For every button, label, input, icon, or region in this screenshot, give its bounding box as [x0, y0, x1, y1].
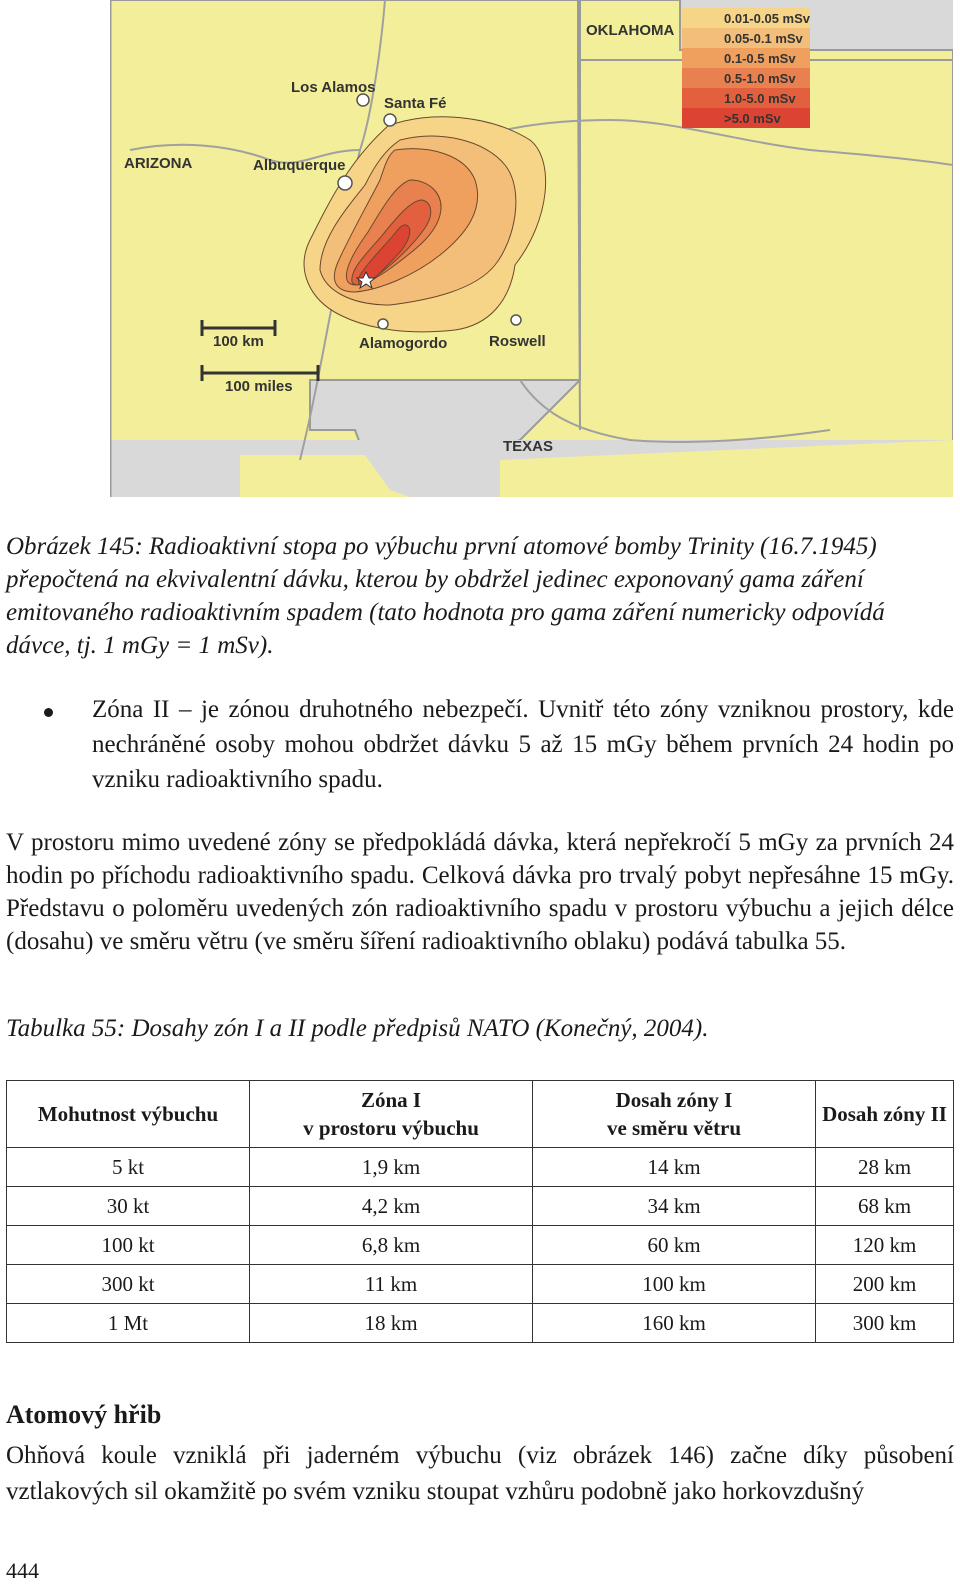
- table-cell: 68 km: [816, 1187, 954, 1226]
- body-paragraph: V prostoru mimo uvedené zóny se předpokládá dávka, která nepřekročí 5 mGy za prvních 24 hodin po příchodu radioaktivního spadu. Celková dávka pro trvalý pobyt nepřesáhne 15 mGy. Představu o poloměru uvedených zón radioaktivního spadu v prostoru výbuchu a jejich délce (dosahu) ve směru větru (ve směru šíření radioaktivního oblaku) podává tabulka 55.: [6, 829, 954, 955]
- table-caption: Tabulka 55: Dosahy zón I a II podle předpisů NATO (Konečný, 2004).: [6, 1015, 709, 1042]
- table-cell: 300 kt: [7, 1265, 250, 1304]
- table-cell: 28 km: [816, 1148, 954, 1187]
- map-legend: [682, 8, 811, 128]
- legend-label: >5.0 mSv: [724, 111, 781, 126]
- table-cell: 5 kt: [7, 1148, 250, 1187]
- city-marker-santa-fe: [384, 114, 396, 126]
- legend-label: 0.05-0.1 mSv: [724, 31, 803, 46]
- table-row: [7, 1187, 954, 1226]
- table-cell: 30 kt: [7, 1187, 250, 1226]
- bullet-item: [6, 692, 954, 797]
- table-cell: 200 km: [816, 1265, 954, 1304]
- legend-label: 0.5-1.0 mSv: [724, 71, 796, 86]
- table-row: [7, 1265, 954, 1304]
- section-title: Atomový hřib: [6, 1400, 162, 1429]
- state-label-texas: TEXAS: [503, 438, 554, 455]
- table-cell: 34 km: [533, 1187, 816, 1226]
- table-cell: 100 kt: [7, 1226, 250, 1265]
- city-label-alamogordo: Alamogordo: [359, 335, 448, 352]
- state-label-arizona: ARIZONA: [124, 155, 193, 172]
- zones-table: [6, 1080, 954, 1343]
- state-label-oklahoma: OKLAHOMA: [586, 22, 675, 39]
- city-label-santa-fe: Santa Fé: [384, 95, 447, 112]
- city-marker-albuquerque: [338, 176, 352, 190]
- page-number: 444: [6, 1558, 39, 1583]
- table-cell: 18 km: [250, 1304, 533, 1343]
- table-cell: 100 km: [533, 1265, 816, 1304]
- table-cell: 300 km: [816, 1304, 954, 1343]
- city-marker-roswell: [511, 315, 521, 325]
- table-row: [7, 1226, 954, 1265]
- figure-caption: Obrázek 145: Radioaktivní stopa po výbuchu první atomové bomby Trinity (16.7.1945) přepočtená na ekvivalentní dávku, kterou by obdržel jedinec exponovaný gama záření emitovaného radioaktivním spadem (tato hodnota pro gama záření numericky odpovídá dávce, tj. 1 mGy = 1 mSv).: [6, 533, 885, 659]
- legend-label: 0.01-0.05 mSv: [724, 11, 811, 26]
- fallout-map: [110, 0, 953, 497]
- scale-label-km: 100 km: [213, 333, 264, 350]
- table-cell: 1,9 km: [250, 1148, 533, 1187]
- table-cell: 60 km: [533, 1226, 816, 1265]
- table-cell: 4,2 km: [250, 1187, 533, 1226]
- table-row: [7, 1148, 954, 1187]
- table-cell: 6,8 km: [250, 1226, 533, 1265]
- legend-label: 0.1-0.5 mSv: [724, 51, 796, 66]
- bullet-dot: [44, 708, 53, 717]
- table-cell: 11 km: [250, 1265, 533, 1304]
- table-row: [7, 1304, 954, 1343]
- header-cell: Dosah zóny II: [816, 1081, 954, 1148]
- header-cell: Mohutnost výbuchu: [7, 1081, 250, 1148]
- header-cell: Dosah zóny I ve směru větru: [533, 1081, 816, 1148]
- city-marker-alamogordo: [378, 319, 388, 329]
- legend-label: 1.0-5.0 mSv: [724, 91, 796, 106]
- section-body: Ohňová koule vzniklá při jaderném výbuchu (viz obrázek 146) začne díky působení vztlakových sil okamžitě po svém vzniku stoupat vzhůru podobně jako horkovzdušný: [6, 1442, 954, 1505]
- header-cell: Zóna I v prostoru výbuchu: [250, 1081, 533, 1148]
- bullet-text: Zóna II – je zónou druhotného nebezpečí. Uvnitř této zóny vzniknou prostory, kde nechráněné osoby mohou obdržet dávku 5 až 15 mGy během prvních 24 hodin po vzniku radioaktivního spadu.: [92, 696, 954, 793]
- city-label-los-alamos: Los Alamos: [291, 79, 376, 96]
- table-cell: 1 Mt: [7, 1304, 250, 1343]
- scale-label-miles: 100 miles: [225, 378, 293, 395]
- table-cell: 14 km: [533, 1148, 816, 1187]
- table-header-row: [7, 1081, 954, 1148]
- city-label-albuquerque: Albuquerque: [253, 157, 346, 174]
- fallout-map-svg: [110, 0, 953, 497]
- city-label-roswell: Roswell: [489, 333, 546, 350]
- table-cell: 160 km: [533, 1304, 816, 1343]
- table-cell: 120 km: [816, 1226, 954, 1265]
